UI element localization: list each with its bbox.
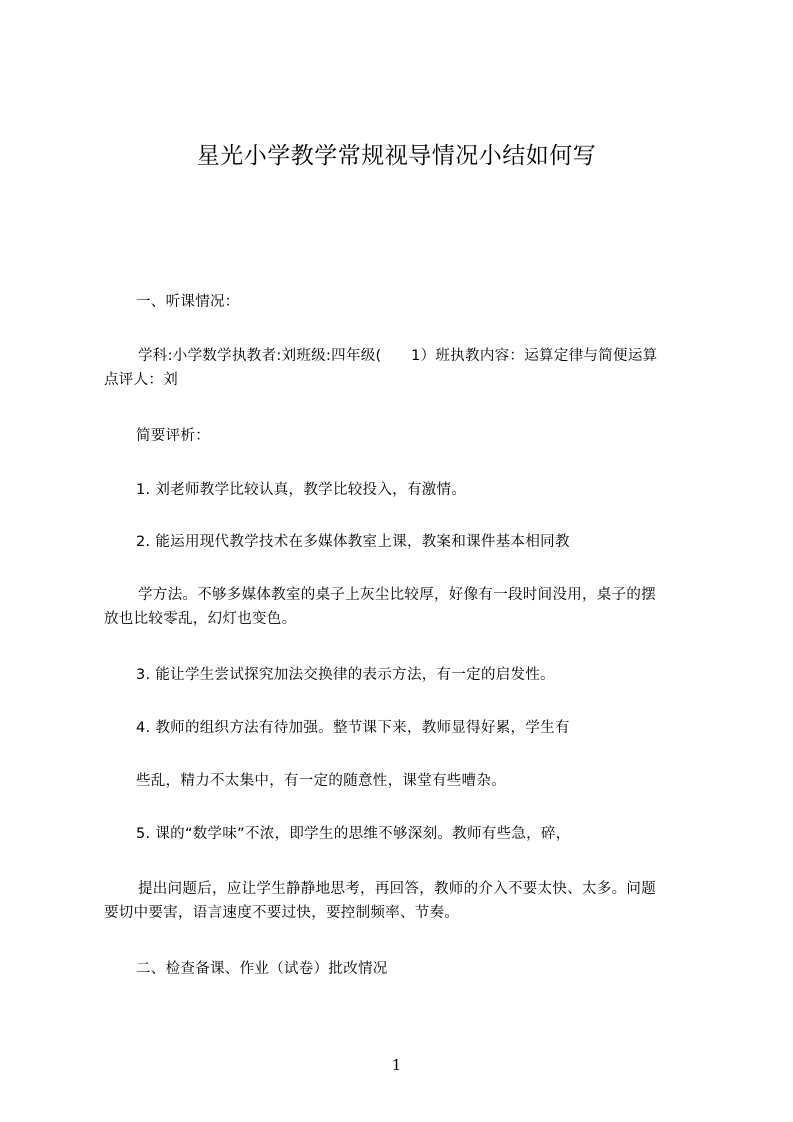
- lesson-info-line: 学科:小学数学执教者:刘班级:四年级( 1）班执教内容：运算定律与简便运算: [138, 348, 658, 364]
- analysis-item-text: 些乱，精力不太集中，有一定的随意性，课堂有些嘈杂。: [136, 773, 506, 789]
- analysis-item-1: [104, 478, 714, 502]
- analysis-item-text: 5. 课的“数学味”不浓，即学生的思维不够深刻。教师有些急，碎，: [136, 826, 571, 842]
- section-heading-text: 一、听课情况：: [136, 294, 240, 310]
- analysis-item-text: 提出问题后，应让学生静静地思考，再回答，教师的介入不要太快、太多。问题: [138, 881, 656, 897]
- section-heading-text: 二、检查备课、作业（试卷）批改情况: [136, 961, 388, 977]
- lesson-info-paragraph: [104, 344, 714, 392]
- lesson-info-reviewer: 点评人：刘: [104, 372, 178, 388]
- brief-analysis-heading-text: 简要评析：: [136, 428, 210, 444]
- analysis-item-2: [104, 530, 714, 554]
- section-heading-homework-check: [104, 957, 714, 981]
- analysis-item-text: 4. 教师的组织方法有待加强。整节课下来，教师显得好累，学生有: [136, 720, 570, 736]
- analysis-item-5: [104, 822, 714, 846]
- analysis-item-5-continued: [104, 877, 714, 925]
- analysis-item-text: 学方法。不够多媒体教室的桌子上灰尘比较厚，好像有一段时间没用，桌子的摆: [138, 587, 656, 603]
- analysis-item-text: 放也比较零乱，幻灯也变色。: [104, 611, 297, 627]
- analysis-item-3: [104, 663, 714, 687]
- analysis-item-text: 要切中要害，语言速度不要过快，要控制频率、节奏。: [104, 905, 460, 921]
- page-number: 1: [391, 1056, 402, 1074]
- analysis-item-text: 1. 刘老师教学比较认真，教学比较投入，有激情。: [136, 482, 467, 498]
- document-title: 星光小学教学常规视导情况小结如何写: [196, 143, 597, 169]
- brief-analysis-heading: [104, 424, 714, 448]
- analysis-item-4: [104, 716, 714, 740]
- analysis-item-text: 2. 能运用现代教学技术在多媒体教室上课，教案和课件基本相同教: [136, 534, 570, 550]
- analysis-item-4-continued: [104, 769, 714, 793]
- analysis-item-text: 3. 能让学生尝试探究加法交换律的表示方法，有一定的启发性。: [136, 667, 555, 683]
- section-heading-lesson-observation: [104, 290, 714, 314]
- analysis-item-2-continued: [104, 583, 714, 631]
